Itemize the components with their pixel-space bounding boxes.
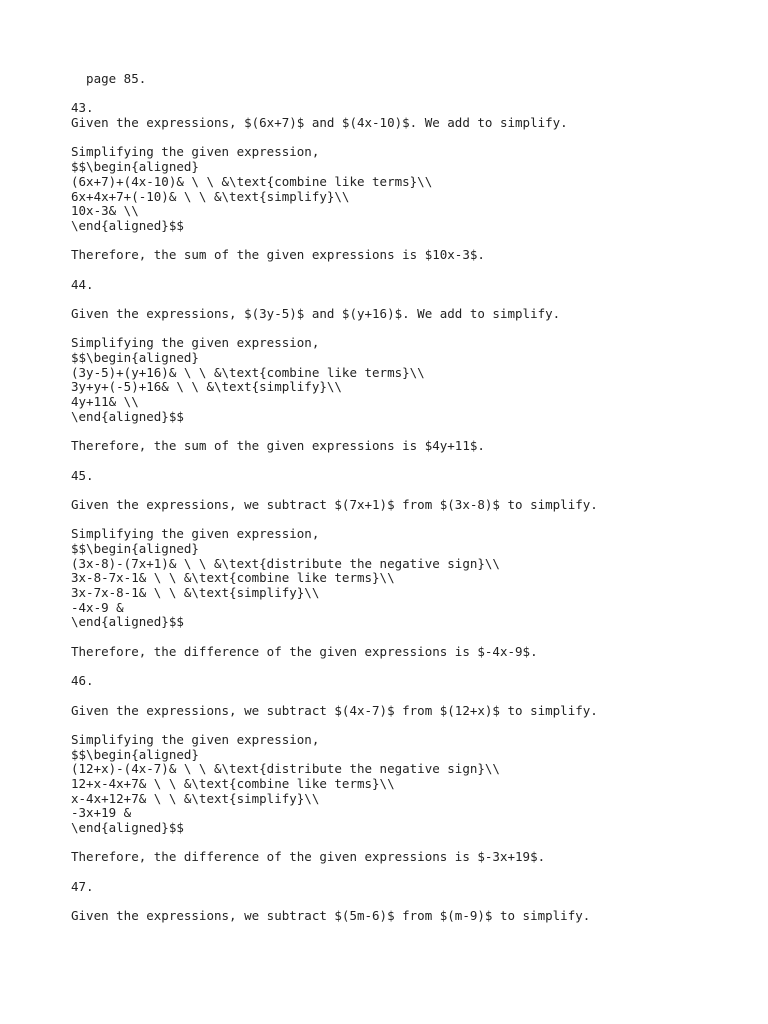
text-line: Simplifying the given expression, <box>71 526 320 542</box>
text-line: Simplifying the given expression, <box>71 335 320 351</box>
text-line: 43. <box>71 100 94 116</box>
text-line: $$\begin{aligned} <box>71 541 199 556</box>
text-line: \end{aligned}$$ <box>71 217 184 233</box>
text-line <box>71 263 748 278</box>
text-line: Simplifying the given expression, <box>71 144 320 160</box>
text-line: 44. <box>71 276 94 292</box>
text-line <box>71 292 748 307</box>
text-line: (3y-5)+(y+16)& \ \ &\text{combine like terms}\\ <box>71 364 425 380</box>
text-line: 4y+11& \\ <box>71 394 139 410</box>
text-line <box>71 322 748 337</box>
text-line <box>71 689 748 704</box>
text-line: (6x+7)+(4x-10)& \ \ &\text{combine like terms}\\ <box>71 173 433 189</box>
text-line: $$\begin{aligned} <box>71 350 199 366</box>
text-line: 3x-8-7x-1& \ \ &\text{combine like terms}\\ <box>71 570 395 586</box>
text-line: 3y+y+(-5)+16& \ \ &\text{simplify}\\ <box>71 379 342 395</box>
text-line: Given the expressions, we subtract $(4x-7)$ from $(12+x)$ to simplify. <box>71 702 598 718</box>
text-line: \end{aligned}$$ <box>71 614 184 630</box>
text-line <box>71 87 748 102</box>
text-line <box>71 895 748 910</box>
text-line <box>71 131 748 146</box>
text-line <box>71 483 748 498</box>
text-line <box>71 513 748 528</box>
text-line: $$\begin{aligned} <box>71 746 199 762</box>
text-line: \end{aligned}$$ <box>71 408 184 424</box>
text-line: Given the expressions, we subtract $(7x+1)$ from $(3x-8)$ to simplify. <box>71 496 598 512</box>
text-line: Given the expressions, we subtract $(5m-6)$ from $(m-9)$ to simplify. <box>71 908 591 924</box>
text-line <box>71 454 748 469</box>
text-line <box>71 865 748 880</box>
text-line: 3x-7x-8-1& \ \ &\text{simplify}\\ <box>71 585 320 601</box>
text-line: 10x-3& \\ <box>71 203 139 219</box>
text-line <box>71 425 748 440</box>
text-line <box>71 718 748 733</box>
text-line: Simplifying the given expression, <box>71 731 320 747</box>
text-line: -4x-9 & <box>71 599 124 615</box>
text-line: 6x+4x+7+(-10)& \ \ &\text{simplify}\\ <box>71 188 350 204</box>
text-line <box>71 836 748 851</box>
text-line: Therefore, the difference of the given expressions is $-4x-9$. <box>71 643 538 659</box>
text-line: Therefore, the difference of the given expressions is $-3x+19$. <box>71 849 546 865</box>
text-line <box>71 630 748 645</box>
text-line: Therefore, the sum of the given expressions is $4y+11$. <box>71 438 485 454</box>
text-line <box>71 660 748 675</box>
text-line: \end{aligned}$$ <box>71 820 184 836</box>
text-line: 45. <box>71 467 94 483</box>
text-line: Given the expressions, $(3y-5)$ and $(y+16)$. We add to simplify. <box>71 306 561 321</box>
text-line: x-4x+12+7& \ \ &\text{simplify}\\ <box>71 790 320 806</box>
document-body <box>71 72 748 924</box>
text-line: 47. <box>71 878 94 894</box>
text-line: Therefore, the sum of the given expressions is $10x-3$. <box>71 247 485 263</box>
text-line: -3x+19 & <box>71 805 132 821</box>
text-line: (12+x)-(4x-7)& \ \ &\text{distribute the negative sign}\\ <box>71 761 500 777</box>
text-line: Given the expressions, $(6x+7)$ and $(4x-10)$. We add to simplify. <box>71 115 568 131</box>
text-line: $$\begin{aligned} <box>71 159 199 175</box>
text-line <box>71 234 748 249</box>
text-line: page 85. <box>71 71 147 86</box>
text-line: 46. <box>71 673 94 689</box>
text-line: (3x-8)-(7x+1)& \ \ &\text{distribute the negative sign}\\ <box>71 555 500 571</box>
text-line: 12+x-4x+7& \ \ &\text{combine like terms}\\ <box>71 776 395 791</box>
